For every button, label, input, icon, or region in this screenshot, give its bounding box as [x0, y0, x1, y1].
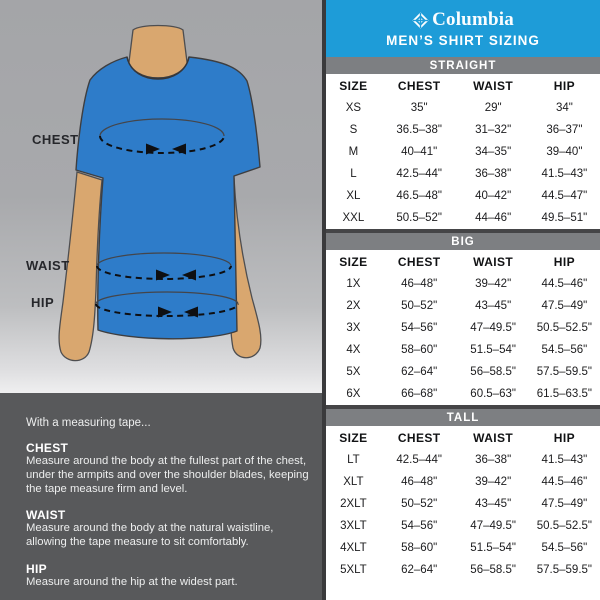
right-panel [322, 0, 600, 600]
table-cell: 51.5–54" [470, 542, 516, 554]
figure-label-chest: CHEST [32, 132, 79, 147]
table-cell: 54–56" [401, 520, 438, 532]
table-cell: 39–42" [475, 476, 512, 488]
table-cell: 36–38" [475, 168, 512, 180]
table-cell: 50.5–52.5" [536, 520, 592, 532]
table-cell: 3X [346, 322, 361, 334]
table-cell: 41.5–43" [541, 168, 588, 180]
table-row [326, 471, 600, 493]
table-cell: 66–68" [401, 388, 438, 400]
instruction-chest [26, 441, 312, 496]
table-header-row [326, 74, 600, 97]
column-header: WAIST [473, 78, 514, 93]
table-cell: 50.5–52" [396, 212, 442, 224]
table-cell: 44.5–46" [541, 278, 588, 290]
instruction-hip-body: Measure around the hip at the widest part. [26, 575, 238, 588]
table-cell: 29" [484, 102, 502, 114]
table-cell: 31–32" [475, 124, 512, 136]
table-cell: 36.5–38" [396, 124, 442, 136]
tables-container [326, 57, 600, 581]
table-cell: 50–52" [401, 300, 438, 312]
table-cell: 4XLT [340, 542, 367, 554]
brand-header [326, 0, 600, 57]
table-row [326, 515, 600, 537]
table-cell: LT [347, 454, 360, 466]
brand-row [412, 9, 514, 31]
table-cell: 3XLT [340, 520, 367, 532]
table-cell: M [348, 146, 359, 158]
instruction-chest-heading: CHEST [26, 441, 69, 455]
table-cell: 54–56" [401, 322, 438, 334]
table-cell: 44–46" [475, 212, 512, 224]
brand-wordmark: Columbia [432, 9, 514, 30]
table-cell: 50.5–52.5" [536, 322, 592, 334]
table-cell: 35" [410, 102, 428, 114]
table-cell: 47.5–49" [541, 498, 588, 510]
table-row [326, 317, 600, 339]
instruction-waist [26, 508, 312, 550]
column-header: SIZE [339, 430, 368, 445]
table-cell: 56–58.5" [470, 564, 516, 576]
column-header: CHEST [397, 78, 441, 93]
table-row [326, 339, 600, 361]
table-row [326, 97, 600, 119]
table-row [326, 141, 600, 163]
table-cell: 42.5–44" [396, 454, 442, 466]
table-row [326, 207, 600, 229]
column-header: HIP [553, 254, 575, 269]
section-title-big: BIG [326, 233, 600, 250]
table-cell: 6X [346, 388, 361, 400]
table-row [326, 493, 600, 515]
instruction-waist-heading: WAIST [26, 508, 66, 523]
figure-label-hip: HIP [31, 295, 55, 310]
table-cell: 46.5–48" [396, 190, 442, 202]
table-cell: 58–60" [401, 344, 438, 356]
table-cell: 43–45" [475, 498, 512, 510]
table-row [326, 163, 600, 185]
table-row [326, 449, 600, 471]
column-header: CHEST [397, 254, 441, 269]
table-cell: 51.5–54" [470, 344, 516, 356]
table-cell: 47.5–49" [541, 300, 588, 312]
column-header: WAIST [473, 254, 514, 269]
section-title-straight: STRAIGHT [326, 57, 600, 74]
table-row [326, 273, 600, 295]
measuring-instructions [0, 393, 322, 600]
table-cell: 42.5–44" [396, 168, 442, 180]
table-cell: XL [346, 190, 361, 202]
column-header: SIZE [339, 254, 368, 269]
table-row [326, 559, 600, 581]
table-cell: 47–49.5" [470, 322, 516, 334]
table-cell: 44.5–46" [541, 476, 588, 488]
neck [127, 26, 189, 79]
table-cell: 2XLT [340, 498, 367, 510]
table-cell: 2X [346, 300, 361, 312]
table-row [326, 185, 600, 207]
size-table-straight [326, 74, 600, 229]
instruction-chest-body: Measure around the body at the fullest part of the chest, under the armpits and over the shoulder blades, keeping the tape measure firm and level. [26, 455, 309, 495]
section-title-tall: TALL [326, 409, 600, 426]
figure-label-waist: WAIST [26, 258, 70, 273]
table-cell: 36–37" [546, 124, 583, 136]
table-cell: 5XLT [340, 564, 367, 576]
table-cell: 34" [555, 102, 573, 114]
table-cell: 46–48" [401, 476, 438, 488]
column-header: SIZE [339, 78, 368, 93]
table-cell: 47–49.5" [470, 520, 516, 532]
table-cell: 54.5–56" [541, 344, 588, 356]
table-row [326, 537, 600, 559]
table-cell: 56–58.5" [470, 366, 516, 378]
column-header: CHEST [397, 430, 441, 445]
table-header-row [326, 426, 600, 449]
table-cell: 40–41" [401, 146, 438, 158]
table-cell: 57.5–59.5" [536, 564, 592, 576]
instruction-waist-body: Measure around the body at the natural waistline, allowing the tape measure to sit comfortably. [26, 522, 274, 549]
table-cell: 39–40" [546, 146, 583, 158]
table-cell: 43–45" [475, 300, 512, 312]
table-row [326, 383, 600, 405]
table-cell: 57.5–59.5" [536, 366, 592, 378]
table-cell: 62–64" [401, 564, 438, 576]
t-shirt [76, 57, 260, 339]
column-header: WAIST [473, 430, 514, 445]
page-title: MEN’S SHIRT SIZING [386, 33, 540, 48]
figure-area [0, 0, 322, 393]
table-cell: XLT [343, 476, 364, 488]
size-table-tall [326, 426, 600, 581]
table-cell: 46–48" [401, 278, 438, 290]
table-row [326, 361, 600, 383]
instructions-intro: With a measuring tape... [26, 417, 151, 429]
table-row [326, 119, 600, 141]
table-cell: 41.5–43" [541, 454, 588, 466]
table-row [326, 295, 600, 317]
body-measurement-illustration [0, 0, 322, 393]
table-cell: L [350, 168, 357, 180]
table-cell: 4X [346, 344, 361, 356]
table-cell: 61.5–63.5" [536, 388, 592, 400]
table-cell: 50–52" [401, 498, 438, 510]
size-table-big [326, 250, 600, 405]
instruction-hip [26, 562, 312, 590]
column-header: HIP [553, 430, 575, 445]
column-header: HIP [553, 78, 575, 93]
table-cell: 44.5–47" [541, 190, 588, 202]
table-cell: 54.5–56" [541, 542, 588, 554]
table-cell: 39–42" [475, 278, 512, 290]
table-cell: 60.5–63" [470, 388, 516, 400]
table-cell: S [349, 124, 358, 136]
table-cell: 34–35" [475, 146, 512, 158]
table-cell: 62–64" [401, 366, 438, 378]
table-cell: 36–38" [475, 454, 512, 466]
table-cell: 58–60" [401, 542, 438, 554]
table-cell: 49.5–51" [541, 212, 588, 224]
table-cell: 1X [346, 278, 361, 290]
table-cell: XS [345, 102, 362, 114]
instruction-hip-heading: HIP [26, 561, 47, 576]
table-cell: 40–42" [475, 190, 512, 202]
table-cell: XXL [342, 212, 365, 224]
table-header-row [326, 250, 600, 273]
table-cell: 5X [346, 366, 361, 378]
columbia-gem-icon [412, 12, 429, 29]
